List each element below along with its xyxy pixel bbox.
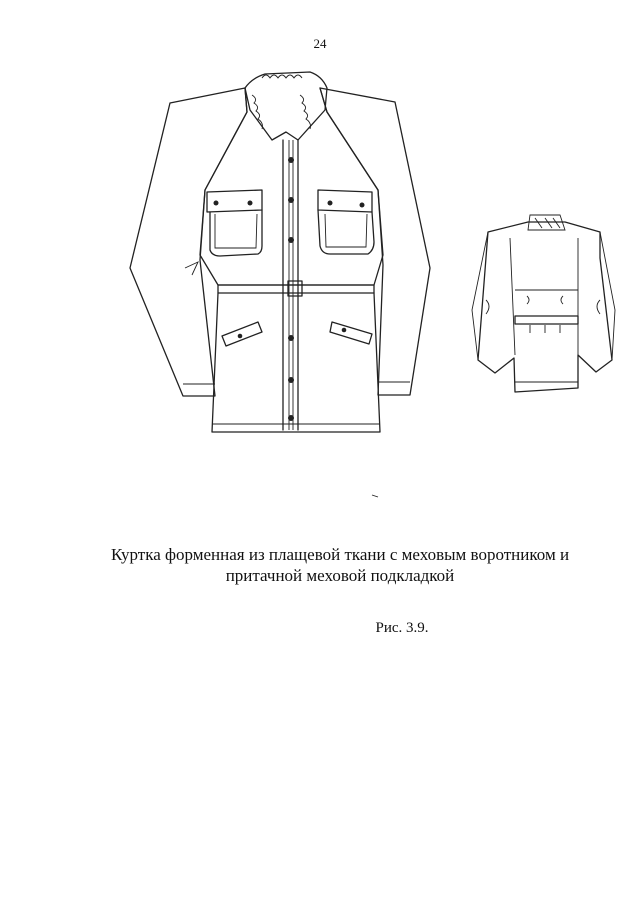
figure-label: Рис. 3.9. bbox=[375, 620, 429, 636]
jacket-front-view bbox=[130, 72, 430, 432]
jacket-back-view bbox=[472, 215, 615, 392]
caption-line-1: Куртка форменная из плащевой ткани с меховым воротником и bbox=[110, 545, 570, 564]
caption-line-2: притачной меховой подкладкой bbox=[225, 566, 455, 585]
figure-caption bbox=[60, 544, 620, 586]
page-number: 24 bbox=[313, 36, 327, 51]
